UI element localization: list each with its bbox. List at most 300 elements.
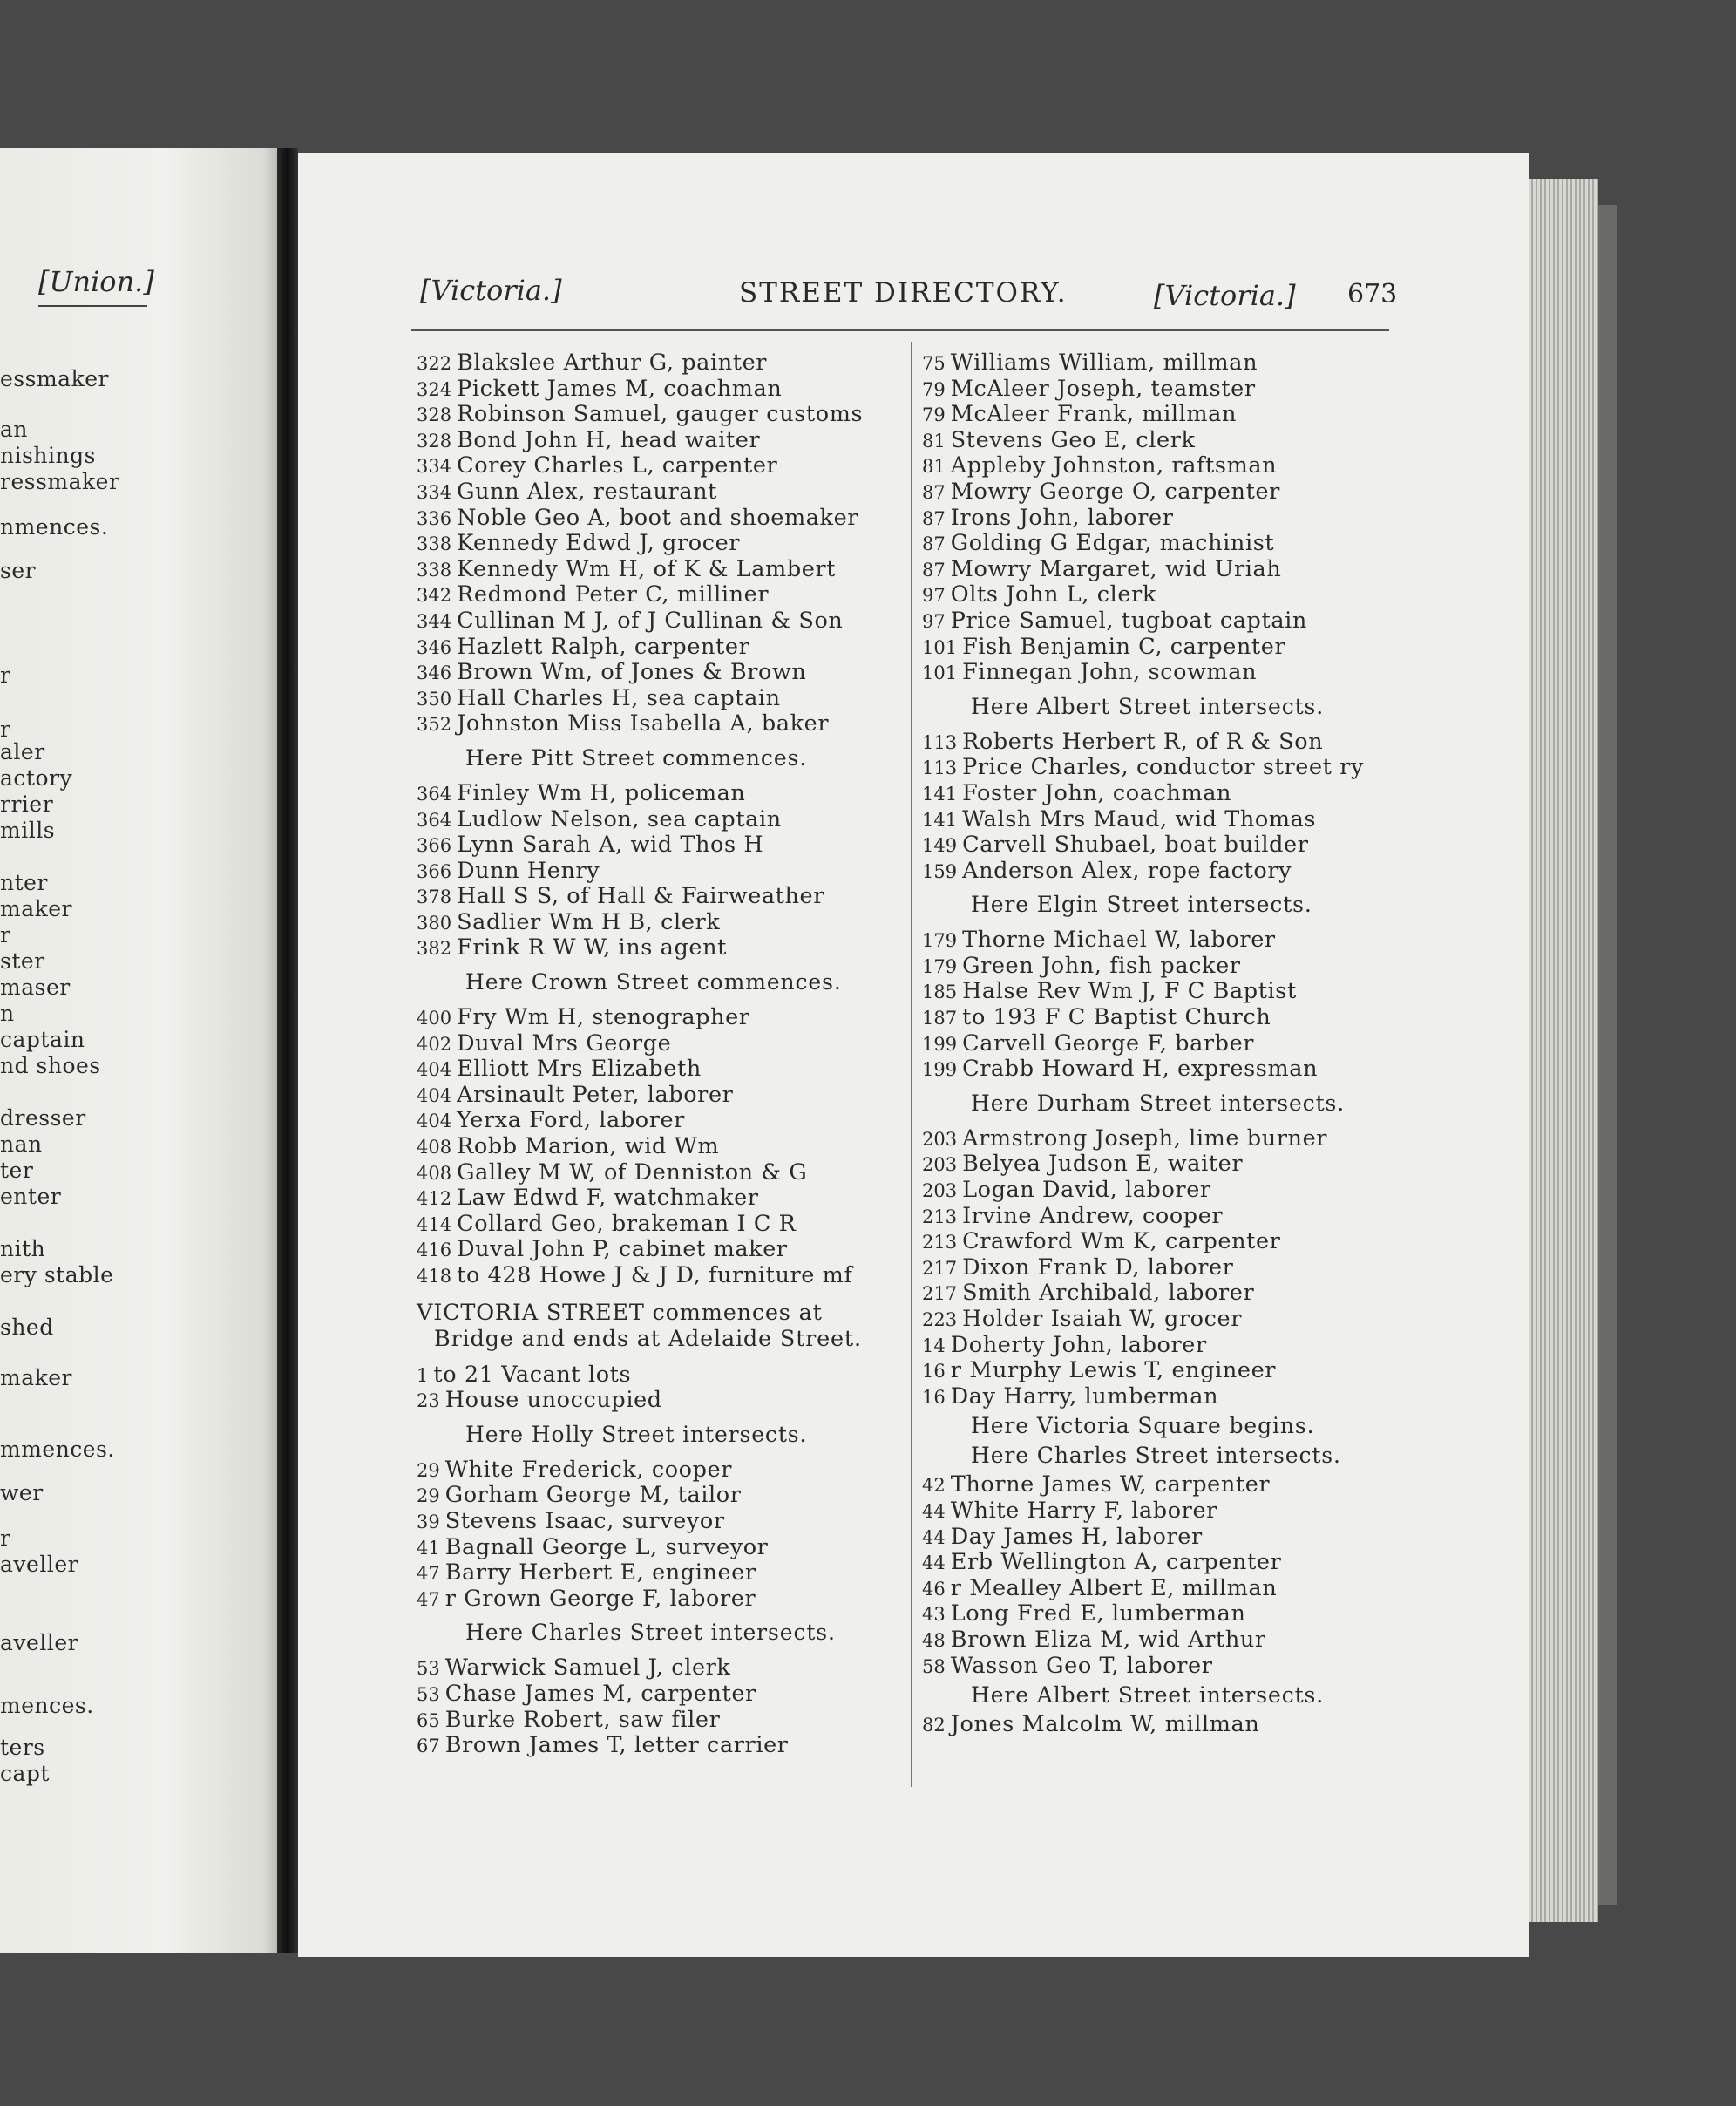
- house-number: 87: [922, 507, 946, 529]
- previous-page-text-fragment: mmences.: [0, 1437, 115, 1462]
- house-number: 352: [417, 714, 452, 736]
- resident-text: Noble Geo A, boot and shoemaker: [457, 504, 859, 531]
- directory-entry: [417, 453, 900, 479]
- directory-entry: [417, 660, 900, 686]
- previous-page-text-fragment: nd shoes: [0, 1053, 101, 1078]
- house-number: 217: [922, 1257, 958, 1279]
- resident-text: Stevens Isaac, surveyor: [444, 1507, 725, 1534]
- directory-entry: [922, 582, 1393, 608]
- house-number: 400: [417, 1008, 452, 1029]
- house-number: 378: [417, 887, 452, 908]
- directory-entry: [417, 910, 900, 936]
- directory-entry: [922, 402, 1393, 428]
- resident-text: Elliott Mrs Elizabeth: [457, 1056, 702, 1083]
- directory-entry: [417, 832, 900, 859]
- previous-page-text-fragment: r: [0, 662, 11, 688]
- house-number: 322: [417, 353, 452, 374]
- previous-page-text-fragment: ser: [0, 558, 37, 583]
- directory-entry: [922, 635, 1393, 661]
- house-number: 418: [417, 1266, 452, 1287]
- resident-text: Brown Eliza M, wid Arthur: [950, 1626, 1266, 1653]
- intersection-note: Here Albert Street intersects.: [971, 693, 1325, 719]
- directory-entry: [417, 1362, 900, 1389]
- directory-entry: [922, 807, 1393, 833]
- directory-entry: [417, 1237, 900, 1263]
- resident-text: Day Harry, lumberman: [950, 1382, 1219, 1410]
- intersection-note: Here Pitt Street commences.: [465, 744, 808, 771]
- house-number: 203: [922, 1154, 958, 1176]
- directory-entry: [417, 377, 900, 403]
- house-number: 42: [922, 1475, 946, 1497]
- directory-entry: [417, 807, 900, 833]
- intersection-note: Here Holly Street intersects.: [465, 1421, 808, 1447]
- house-number: 338: [417, 533, 452, 555]
- intersection-note: Here Crown Street commences.: [465, 969, 842, 995]
- directory-entry: [417, 1535, 900, 1561]
- resident-text: Barry Herbert E, engineer: [444, 1559, 756, 1586]
- resident-text: Carvell George F, barber: [962, 1029, 1255, 1056]
- resident-text: Kennedy Wm H, of K & Lambert: [457, 555, 837, 582]
- house-number: 328: [417, 404, 452, 426]
- house-number: 58: [922, 1655, 946, 1677]
- resident-text: Long Fred E, lumberman: [950, 1600, 1246, 1627]
- house-number: 82: [922, 1715, 946, 1736]
- house-number: 16: [922, 1386, 946, 1408]
- house-number: 414: [417, 1213, 452, 1235]
- resident-text: Dunn Henry: [457, 857, 600, 884]
- book-cover-edge: [1598, 205, 1617, 1905]
- directory-entry: [417, 1681, 900, 1708]
- house-number: 203: [922, 1128, 958, 1150]
- intersection-note: Here Durham Street intersects.: [971, 1090, 1346, 1116]
- directory-entry: [417, 1733, 900, 1759]
- house-number: 79: [922, 404, 946, 426]
- directory-entry: [922, 1204, 1393, 1230]
- resident-text: House unoccupied: [444, 1387, 662, 1414]
- intersection-note: Here Elgin Street intersects.: [971, 892, 1312, 918]
- resident-text: Brown Wm, of Jones & Brown: [457, 659, 807, 686]
- previous-page-text-fragment: rrier: [0, 791, 54, 817]
- house-number: 213: [922, 1232, 958, 1253]
- house-number: 334: [417, 456, 452, 478]
- previous-page-text-fragment: actory: [0, 765, 73, 791]
- directory-entry: [922, 1255, 1393, 1281]
- house-number: 67: [417, 1736, 440, 1757]
- directory-entry: [922, 1126, 1393, 1152]
- resident-text: Arsinault Peter, laborer: [457, 1081, 734, 1108]
- resident-text: r Murphy Lewis T, engineer: [950, 1357, 1277, 1384]
- house-number: 213: [922, 1206, 958, 1227]
- house-number: 404: [417, 1111, 452, 1132]
- house-number: 87: [922, 533, 946, 555]
- resident-text: Mowry George O, carpenter: [950, 478, 1280, 505]
- resident-text: Wasson Geo T, laborer: [950, 1652, 1213, 1679]
- resident-text: Corey Charles L, carpenter: [457, 452, 778, 479]
- directory-entry: [922, 1333, 1393, 1359]
- resident-text: Crabb Howard H, expressman: [962, 1056, 1319, 1083]
- directory-entry: [922, 1472, 1393, 1498]
- house-number: 334: [417, 481, 452, 503]
- directory-entry: [417, 884, 900, 910]
- previous-page-text-fragment: aveller: [0, 1630, 79, 1655]
- house-number: 350: [417, 688, 452, 710]
- house-number: 47: [417, 1563, 440, 1585]
- previous-page-text-fragment: mills: [0, 818, 56, 843]
- directory-entry: [922, 1358, 1393, 1384]
- resident-text: Halse Rev Wm J, F C Baptist: [962, 978, 1297, 1005]
- resident-text: McAleer Frank, millman: [950, 401, 1237, 428]
- house-number: 48: [922, 1629, 946, 1651]
- directory-entry: [417, 1263, 900, 1289]
- previous-page-text-fragment: an: [0, 417, 29, 442]
- directory-entry: [922, 832, 1393, 859]
- previous-page-text-fragment: ter: [0, 1158, 34, 1183]
- resident-text: Green John, fish packer: [962, 952, 1241, 979]
- previous-page-text-fragment: essmaker: [0, 366, 109, 391]
- house-number: 41: [417, 1537, 440, 1559]
- house-number: 44: [922, 1500, 946, 1522]
- house-number: 199: [922, 1059, 958, 1081]
- resident-text: Robinson Samuel, gauger customs: [457, 401, 864, 428]
- previous-page-text-fragment: dresser: [0, 1105, 86, 1131]
- house-number: 336: [417, 507, 452, 529]
- house-number: 101: [922, 662, 958, 684]
- resident-text: Burke Robert, saw filer: [444, 1706, 721, 1733]
- directory-entry: [922, 1654, 1393, 1680]
- resident-text: Duval John P, cabinet maker: [457, 1236, 788, 1263]
- house-number: 404: [417, 1059, 452, 1081]
- resident-text: Law Edwd F, watchmaker: [457, 1185, 759, 1212]
- house-number: 408: [417, 1137, 452, 1158]
- resident-text: Belyea Judson E, waiter: [962, 1151, 1244, 1178]
- street-heading: [417, 1300, 900, 1352]
- house-number: 366: [417, 835, 452, 857]
- book-gutter: [277, 148, 298, 1953]
- house-number: 380: [417, 912, 452, 934]
- directory-entry: [922, 660, 1393, 686]
- resident-text: McAleer Joseph, teamster: [950, 375, 1256, 402]
- directory-entry: [922, 1031, 1393, 1057]
- left-column: [417, 350, 900, 1759]
- house-number: 366: [417, 860, 452, 882]
- resident-text: Foster John, coachman: [962, 779, 1232, 806]
- house-number: 29: [417, 1459, 440, 1481]
- running-head-right: [Victoria.]: [1154, 279, 1296, 312]
- house-number: 46: [922, 1578, 946, 1600]
- house-number: 179: [922, 955, 958, 977]
- directory-entry: [417, 1083, 900, 1109]
- house-number: 199: [922, 1033, 958, 1055]
- directory-entry: [417, 557, 900, 583]
- directory-entry: [417, 859, 900, 885]
- directory-entry: [922, 608, 1393, 635]
- previous-page-text-fragment: wer: [0, 1480, 44, 1505]
- resident-text: Brown James T, letter carrier: [444, 1732, 789, 1759]
- resident-text: Hall Charles H, sea captain: [457, 684, 781, 711]
- directory-entry: [417, 1160, 900, 1186]
- directory-entry: [922, 781, 1393, 807]
- house-number: 44: [922, 1552, 946, 1574]
- directory-entry: [922, 1712, 1393, 1738]
- resident-text: Collard Geo, brakeman I C R: [457, 1210, 797, 1237]
- directory-entry: [922, 350, 1393, 377]
- house-number: 97: [922, 585, 946, 607]
- resident-text: White Frederick, cooper: [444, 1456, 733, 1483]
- previous-page-text-fragment: shed: [0, 1315, 54, 1340]
- resident-text: Carvell Shubael, boat builder: [962, 832, 1309, 859]
- house-number: 53: [417, 1658, 440, 1680]
- previous-page-text-fragment: r: [0, 717, 11, 742]
- directory-entry: [417, 1483, 900, 1509]
- previous-page-text-fragment: maker: [0, 896, 73, 921]
- house-number: 346: [417, 662, 452, 684]
- directory-entry: [922, 730, 1393, 756]
- directory-entry: [417, 1655, 900, 1681]
- house-number: 364: [417, 809, 452, 831]
- directory-entry: [417, 1212, 900, 1238]
- house-number: 223: [922, 1309, 958, 1330]
- directory-entry: [417, 1586, 900, 1613]
- previous-page-text-fragment: r: [0, 922, 11, 948]
- house-number: 187: [922, 1008, 958, 1029]
- directory-entry: [417, 635, 900, 661]
- previous-page-text-fragment: ery stable: [0, 1262, 114, 1287]
- resident-text: Logan David, laborer: [962, 1177, 1211, 1204]
- house-number: 408: [417, 1162, 452, 1184]
- directory-entry: [417, 506, 900, 532]
- resident-text: Appleby Johnston, raftsman: [950, 452, 1278, 479]
- house-number: 113: [922, 757, 958, 779]
- previous-page-text-fragment: ster: [0, 948, 45, 974]
- resident-text: Irvine Andrew, cooper: [962, 1202, 1224, 1229]
- page-title: STREET DIRECTORY.: [739, 277, 1068, 309]
- resident-text: Cullinan M J, of J Cullinan & Son: [457, 607, 844, 634]
- directory-entry: [922, 1525, 1393, 1551]
- directory-entry: [922, 1178, 1393, 1204]
- directory-entry: [417, 1134, 900, 1160]
- header-rule: [411, 329, 1389, 331]
- resident-text: Finnegan John, scowman: [962, 659, 1258, 686]
- directory-entry: [922, 1281, 1393, 1307]
- directory-entry: [922, 1576, 1393, 1602]
- directory-entry: [417, 1185, 900, 1212]
- resident-text: Chase James M, carpenter: [444, 1680, 756, 1707]
- house-number: 75: [922, 353, 946, 374]
- resident-text: Walsh Mrs Maud, wid Thomas: [962, 805, 1317, 832]
- directory-entry: [417, 1560, 900, 1586]
- house-number: 53: [417, 1683, 440, 1705]
- house-number: 65: [417, 1709, 440, 1731]
- resident-text: Redmond Peter C, milliner: [457, 581, 770, 608]
- house-number: 179: [922, 930, 958, 952]
- directory-entry: [922, 557, 1393, 583]
- directory-entry: [922, 531, 1393, 557]
- resident-text: Crawford Wm K, carpenter: [962, 1228, 1281, 1255]
- directory-entry: [922, 1005, 1393, 1031]
- directory-entry: [922, 954, 1393, 980]
- resident-text: White Harry F, laborer: [950, 1497, 1217, 1524]
- previous-page-text-fragment: aveller: [0, 1552, 79, 1577]
- resident-text: Dixon Frank D, laborer: [962, 1253, 1234, 1281]
- directory-entry: [417, 1708, 900, 1734]
- previous-page-text-fragment: capt: [0, 1761, 50, 1786]
- intersection-note: Here Victoria Square begins.: [971, 1413, 1315, 1439]
- directory-entry: [922, 1627, 1393, 1654]
- resident-text: Ludlow Nelson, sea captain: [457, 805, 782, 832]
- resident-text: Yerxa Ford, laborer: [457, 1107, 685, 1134]
- house-number: 29: [417, 1485, 440, 1507]
- house-number: 185: [922, 982, 958, 1003]
- directory-entry: [417, 1509, 900, 1535]
- house-number: 81: [922, 456, 946, 478]
- street-heading-line: Bridge and ends at Adelaide Street.: [434, 1325, 862, 1352]
- directory-entry: [922, 1056, 1393, 1083]
- house-number: 44: [922, 1526, 946, 1548]
- house-number: 87: [922, 481, 946, 503]
- previous-page-text-fragment: maser: [0, 975, 71, 1000]
- previous-page: [0, 148, 277, 1953]
- directory-entry: [417, 1108, 900, 1134]
- resident-text: Gunn Alex, restaurant: [457, 478, 717, 505]
- house-number: 416: [417, 1240, 452, 1261]
- house-number: 101: [922, 636, 958, 658]
- directory-entry: [922, 453, 1393, 479]
- previous-page-text-fragment: nith: [0, 1236, 46, 1261]
- resident-text: Sadlier Wm H B, clerk: [457, 908, 721, 935]
- directory-entry: [922, 859, 1393, 885]
- resident-text: to 428 Howe J & J D, furniture mf: [457, 1262, 853, 1288]
- previous-page-text-fragment: nishings: [0, 443, 96, 468]
- house-number: 149: [922, 835, 958, 857]
- page-number: 673: [1347, 279, 1398, 309]
- previous-page-text-fragment: maker: [0, 1365, 73, 1390]
- directory-entry: [417, 1056, 900, 1083]
- directory-entry: [417, 1005, 900, 1031]
- resident-text: r Grown George F, laborer: [444, 1585, 756, 1612]
- directory-entry: [417, 711, 900, 737]
- resident-text: Blakslee Arthur G, painter: [457, 350, 768, 376]
- resident-text: Pickett James M, coachman: [457, 375, 783, 402]
- resident-text: Olts John L, clerk: [950, 581, 1156, 608]
- house-number: 402: [417, 1033, 452, 1055]
- resident-text: Galley M W, of Denniston & G: [457, 1158, 808, 1185]
- directory-entry: [922, 1601, 1393, 1627]
- house-number: 217: [922, 1283, 958, 1305]
- directory-entry: [417, 1031, 900, 1057]
- directory-entry: [922, 927, 1393, 954]
- directory-entry: [922, 1229, 1393, 1255]
- resident-text: Stevens Geo E, clerk: [950, 426, 1196, 453]
- directory-entry: [417, 428, 900, 454]
- house-number: 159: [922, 860, 958, 882]
- resident-text: to 193 F C Baptist Church: [962, 1004, 1271, 1031]
- resident-text: Duval Mrs George: [457, 1029, 672, 1056]
- directory-entry: [922, 1384, 1393, 1410]
- house-number: 47: [417, 1588, 440, 1610]
- previous-page-text-fragment: nan: [0, 1131, 43, 1157]
- resident-text: Fish Benjamin C, carpenter: [962, 633, 1286, 660]
- directory-entry: [922, 755, 1393, 781]
- house-number: 324: [417, 378, 452, 400]
- running-head-left: [Victoria.]: [420, 274, 562, 307]
- directory-entry: [922, 979, 1393, 1005]
- resident-text: Bond John H, head waiter: [457, 426, 761, 453]
- house-number: 364: [417, 783, 452, 805]
- street-heading-line: VICTORIA STREET commences at: [417, 1299, 823, 1326]
- previous-page-text-fragment: nmences.: [0, 514, 109, 540]
- directory-entry: [417, 781, 900, 807]
- resident-text: Price Samuel, tugboat captain: [950, 607, 1307, 634]
- directory-entry: [417, 1457, 900, 1484]
- house-number: 43: [922, 1604, 946, 1626]
- previous-page-text-fragment: n: [0, 1001, 15, 1026]
- resident-text: Frink R W W, ins agent: [457, 934, 727, 961]
- resident-text: Roberts Herbert R, of R & Son: [962, 728, 1324, 755]
- house-number: 342: [417, 585, 452, 607]
- resident-text: Doherty John, laborer: [950, 1331, 1207, 1358]
- house-number: 23: [417, 1390, 440, 1412]
- directory-entry: [922, 1152, 1393, 1178]
- house-number: 81: [922, 430, 946, 452]
- column-divider: [911, 342, 912, 1787]
- previous-page-text-fragment: mences.: [0, 1693, 94, 1718]
- resident-text: Thorne James W, carpenter: [950, 1471, 1271, 1498]
- house-number: 203: [922, 1180, 958, 1202]
- resident-text: Thorne Michael W, laborer: [962, 927, 1276, 954]
- resident-text: Williams William, millman: [950, 350, 1258, 376]
- directory-entry: [417, 608, 900, 635]
- directory-entry: [922, 1498, 1393, 1525]
- house-number: 113: [922, 731, 958, 753]
- directory-entry: [922, 377, 1393, 403]
- page-edges: [1529, 179, 1598, 1922]
- resident-text: Fry Wm H, stenographer: [457, 1004, 750, 1031]
- directory-entry: [417, 686, 900, 712]
- house-number: 16: [922, 1361, 946, 1382]
- resident-text: Anderson Alex, rope factory: [962, 857, 1292, 884]
- resident-text: Lynn Sarah A, wid Thos H: [457, 832, 764, 859]
- previous-page-text-fragment: captain: [0, 1027, 85, 1052]
- previous-page-text-fragment: nter: [0, 870, 48, 895]
- directory-entry: [417, 1388, 900, 1414]
- resident-text: Bagnall George L, surveyor: [444, 1533, 769, 1560]
- house-number: 79: [922, 378, 946, 400]
- house-number: 141: [922, 809, 958, 831]
- previous-page-text-fragment: enter: [0, 1184, 62, 1209]
- directory-entry: [922, 1307, 1393, 1333]
- directory-entry: [417, 350, 900, 377]
- resident-text: Warwick Samuel J, clerk: [444, 1654, 731, 1681]
- resident-text: Mowry Margaret, wid Uriah: [950, 555, 1282, 582]
- intersection-note: Here Charles Street intersects.: [971, 1443, 1341, 1469]
- house-number: 141: [922, 783, 958, 805]
- house-number: 404: [417, 1084, 452, 1106]
- intersection-note: Here Charles Street intersects.: [465, 1620, 836, 1646]
- resident-text: Price Charles, conductor street ry: [962, 754, 1364, 781]
- house-number: 328: [417, 430, 452, 452]
- resident-text: Gorham George M, tailor: [444, 1482, 742, 1509]
- resident-text: Jones Malcolm W, millman: [950, 1711, 1260, 1738]
- resident-text: Holder Isaiah W, grocer: [962, 1306, 1242, 1332]
- resident-text: Day James H, laborer: [950, 1523, 1203, 1550]
- house-number: 382: [417, 938, 452, 960]
- directory-entry: [922, 1550, 1393, 1576]
- previous-page-text-fragment: ters: [0, 1735, 45, 1760]
- resident-text: r Mealley Albert E, millman: [950, 1574, 1278, 1601]
- house-number: 344: [417, 610, 452, 632]
- previous-page-header: [Union.]: [38, 265, 147, 307]
- house-number: 1: [417, 1364, 429, 1386]
